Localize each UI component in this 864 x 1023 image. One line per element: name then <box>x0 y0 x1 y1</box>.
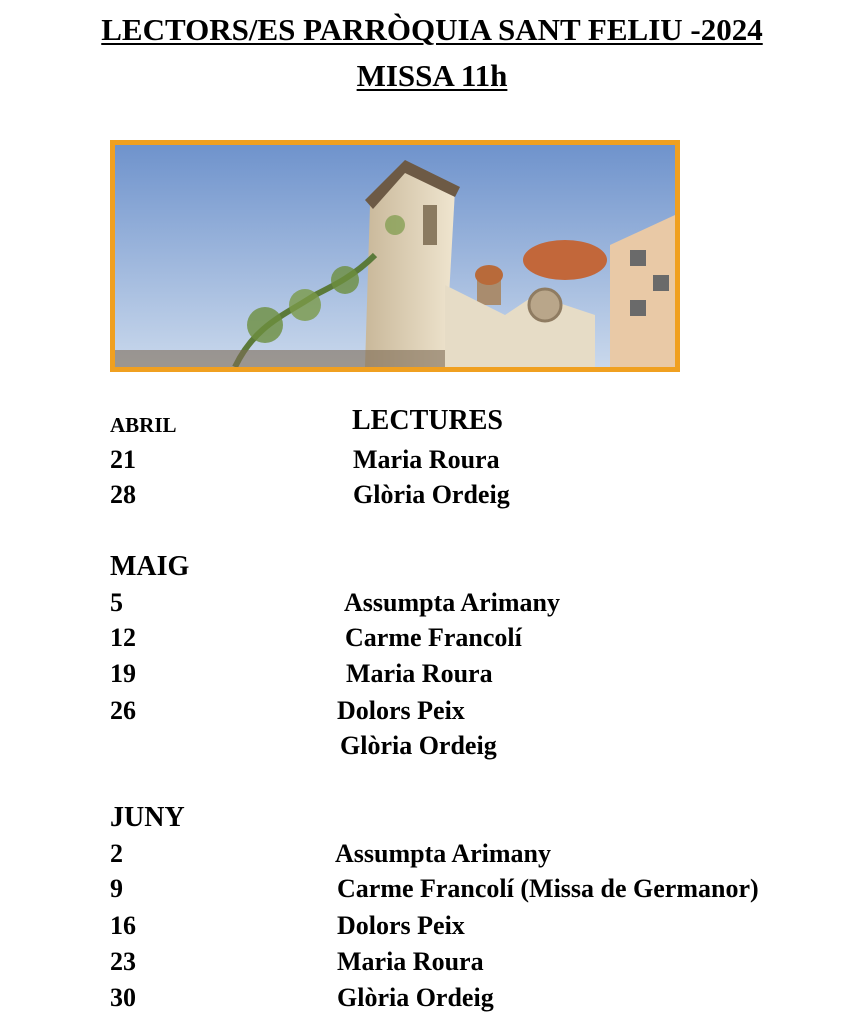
day-label: 19 <box>110 659 136 688</box>
month-label: MAIG <box>110 551 190 582</box>
reader-name: Maria Roura <box>337 947 484 976</box>
reader-name: Assumpta Arimany <box>344 588 560 617</box>
reader-name: Maria Roura <box>353 445 500 474</box>
reader-name: Glòria Ordeig <box>340 731 497 760</box>
reader-name: Maria Roura <box>346 659 493 688</box>
reader-name: Assumpta Arimany <box>335 839 551 868</box>
page-subtitle: MISSA 11h <box>356 58 508 93</box>
day-label: 9 <box>110 874 123 903</box>
month-label: ABRIL <box>110 413 177 437</box>
column-header-lectures: LECTURES <box>352 405 503 436</box>
day-label: 12 <box>110 623 136 652</box>
day-label: 2 <box>110 839 123 868</box>
reader-name: Carme Francolí <box>345 623 522 652</box>
church-photo <box>110 140 680 372</box>
month-label: JUNY <box>110 802 185 833</box>
reader-name: Dolors Peix <box>337 696 465 725</box>
day-label: 23 <box>110 947 136 976</box>
reader-name: Dolors Peix <box>337 911 465 940</box>
day-label: 28 <box>110 480 136 509</box>
church-illustration <box>115 145 675 367</box>
reader-name: Glòria Ordeig <box>353 480 510 509</box>
page-title: LECTORS/ES PARRÒQUIA SANT FELIU -2024 <box>101 12 763 47</box>
day-label: 26 <box>110 696 136 725</box>
reader-name: Carme Francolí (Missa de Germanor) <box>337 874 759 903</box>
day-label: 16 <box>110 911 136 940</box>
day-label: 5 <box>110 588 123 617</box>
reader-name: Glòria Ordeig <box>337 983 494 1012</box>
day-label: 30 <box>110 983 136 1012</box>
day-label: 21 <box>110 445 136 474</box>
